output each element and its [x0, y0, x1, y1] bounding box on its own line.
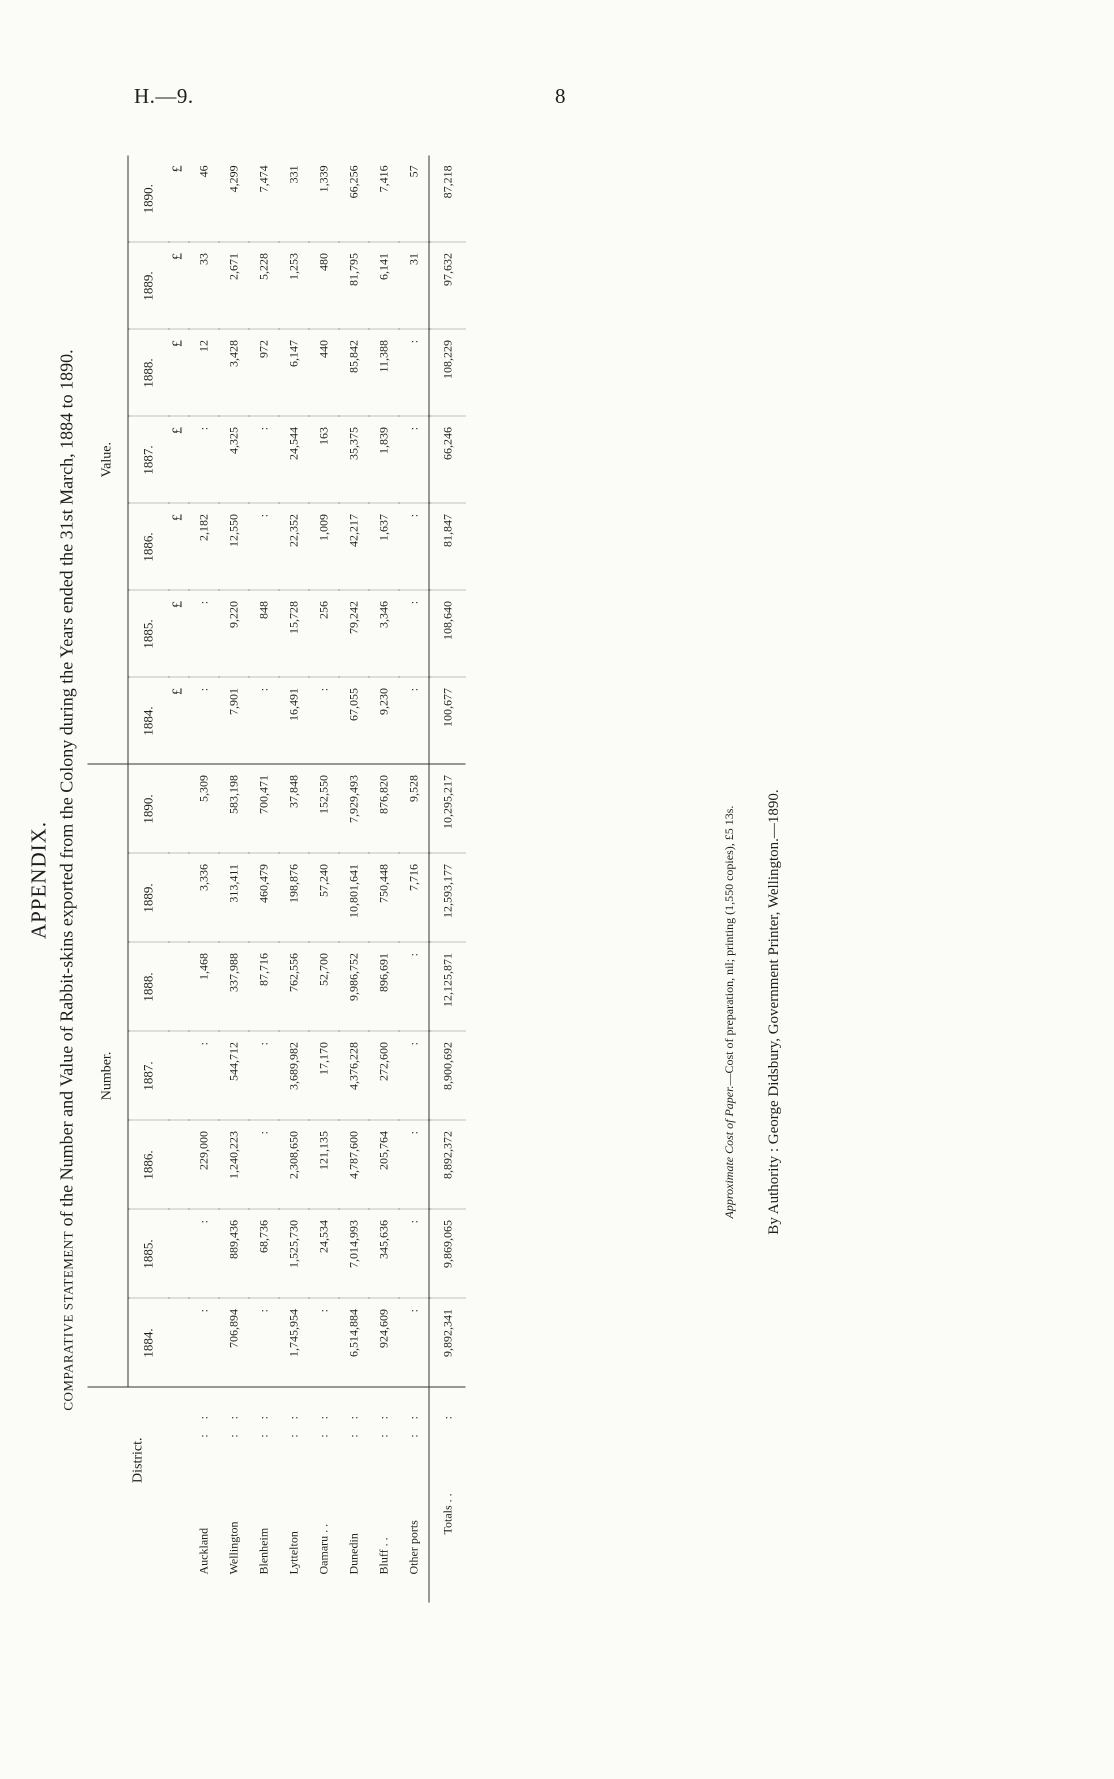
- table-row: [278, 155, 308, 1602]
- totals-label: Totals . .: [439, 1493, 454, 1535]
- number-cell: 313,411: [218, 854, 248, 943]
- value-cell: :: [188, 416, 218, 503]
- district-cell: [278, 1388, 308, 1603]
- dot-leader: : :: [285, 1410, 300, 1438]
- value-cell: 15,728: [278, 590, 308, 677]
- value-cell: 85,842: [338, 329, 368, 416]
- total-number-cell: 10,295,217: [429, 764, 466, 853]
- number-header: Number.: [87, 764, 128, 1387]
- dot-leader: : :: [315, 1410, 330, 1438]
- year-header: 1886.: [128, 503, 169, 590]
- year-header: 1885.: [128, 1210, 169, 1299]
- value-cell: 1,637: [368, 503, 398, 590]
- year-header: 1890.: [128, 155, 169, 242]
- year-header: 1889.: [128, 854, 169, 943]
- value-cell: 12: [188, 329, 218, 416]
- value-cell: 66,256: [338, 155, 368, 242]
- table-row: [338, 155, 368, 1602]
- value-cell: 4,299: [218, 155, 248, 242]
- value-cell: 2,671: [218, 242, 248, 329]
- year-header: 1887.: [128, 1032, 169, 1121]
- caption-text: of the Number and Value of Rabbit-skins exported from the Colony during the Years ended the 31st March, 1884 to 1890.: [56, 349, 76, 1231]
- dot-leader: : :: [345, 1410, 360, 1438]
- number-cell: 544,712: [218, 1032, 248, 1121]
- number-cell: :: [248, 1299, 278, 1388]
- number-cell: 24,534: [308, 1210, 338, 1299]
- table-row: [188, 155, 218, 1602]
- currency-mark: £: [168, 155, 188, 242]
- printer-authority: By Authority : George Didsbury, Government Printer, Wellington.—1890.: [766, 789, 782, 1235]
- district-header: District.: [129, 1437, 145, 1483]
- district-name: Lyttelton: [285, 1531, 300, 1575]
- number-cell: :: [308, 1299, 338, 1388]
- value-cell: 7,901: [218, 677, 248, 764]
- value-cell: 163: [308, 416, 338, 503]
- district-name: Auckland: [195, 1527, 210, 1575]
- value-cell: 2,182: [188, 503, 218, 590]
- number-cell: 750,448: [368, 854, 398, 943]
- value-cell: :: [248, 677, 278, 764]
- number-cell: 1,240,223: [218, 1121, 248, 1210]
- number-cell: 17,170: [308, 1032, 338, 1121]
- value-cell: 35,375: [338, 416, 368, 503]
- number-cell: 4,787,600: [338, 1121, 368, 1210]
- number-cell: :: [248, 1032, 278, 1121]
- value-cell: 480: [308, 242, 338, 329]
- year-header: 1885.: [128, 590, 169, 677]
- value-cell: 67,055: [338, 677, 368, 764]
- number-cell: 152,550: [308, 764, 338, 853]
- cost-note: [714, 512, 744, 1512]
- number-cell: 198,876: [278, 854, 308, 943]
- table-row: [218, 155, 248, 1602]
- table-row: [308, 155, 338, 1602]
- number-cell: 9,986,752: [338, 943, 368, 1032]
- year-header: 1889.: [128, 242, 169, 329]
- number-cell: :: [188, 1210, 218, 1299]
- value-cell: 12,550: [218, 503, 248, 590]
- currency-mark: £: [168, 329, 188, 416]
- dot-leader: : :: [195, 1410, 210, 1438]
- district-name: Bluff . .: [375, 1537, 390, 1575]
- value-cell: 4,325: [218, 416, 248, 503]
- district-cell: [188, 1388, 218, 1603]
- number-cell: 1,745,954: [278, 1299, 308, 1388]
- number-cell: 706,894: [218, 1299, 248, 1388]
- currency-mark: £: [168, 503, 188, 590]
- year-header: 1884.: [128, 677, 169, 764]
- currency-mark: £: [168, 590, 188, 677]
- value-cell: 16,491: [278, 677, 308, 764]
- number-cell: 3,689,982: [278, 1032, 308, 1121]
- value-cell: :: [398, 677, 429, 764]
- number-cell: 9,528: [398, 764, 429, 853]
- value-cell: 42,217: [338, 503, 368, 590]
- footer-notes: [714, 512, 794, 1512]
- number-cell: 7,014,993: [338, 1210, 368, 1299]
- table-row: [248, 155, 278, 1602]
- total-value-cell: 81,847: [429, 503, 466, 590]
- number-cell: 762,556: [278, 943, 308, 1032]
- value-cell: 6,147: [278, 329, 308, 416]
- value-cell: :: [398, 416, 429, 503]
- total-number-cell: 8,892,372: [429, 1121, 466, 1210]
- value-cell: 24,544: [278, 416, 308, 503]
- total-value-cell: 66,246: [429, 416, 466, 503]
- number-cell: 3,336: [188, 854, 218, 943]
- table-row: [398, 155, 429, 1602]
- number-cell: 7,929,493: [338, 764, 368, 853]
- value-cell: 331: [278, 155, 308, 242]
- number-cell: 2,308,650: [278, 1121, 308, 1210]
- dot-leader: : :: [255, 1410, 270, 1438]
- number-cell: 52,700: [308, 943, 338, 1032]
- number-cell: 876,820: [368, 764, 398, 853]
- year-header: 1890.: [128, 764, 169, 853]
- district-name: Wellington: [225, 1521, 240, 1575]
- value-cell: :: [248, 503, 278, 590]
- value-cell: :: [308, 677, 338, 764]
- rabbit-skins-table: [87, 155, 465, 1602]
- number-cell: 1,525,730: [278, 1210, 308, 1299]
- value-cell: :: [188, 677, 218, 764]
- value-cell: 440: [308, 329, 338, 416]
- value-cell: :: [398, 503, 429, 590]
- caption-prefix: COMPARATIVE STATEMENT: [60, 1230, 75, 1411]
- value-cell: 7,474: [248, 155, 278, 242]
- value-cell: 1,839: [368, 416, 398, 503]
- total-number-cell: 8,900,692: [429, 1032, 466, 1121]
- district-name: Other ports: [405, 1520, 420, 1575]
- value-cell: 9,230: [368, 677, 398, 764]
- totals-row: [429, 155, 466, 1602]
- value-cell: 972: [248, 329, 278, 416]
- page-number: 8: [555, 84, 566, 108]
- district-cell: [398, 1388, 429, 1603]
- number-cell: 68,736: [248, 1210, 278, 1299]
- total-value-cell: 108,229: [429, 329, 466, 416]
- number-cell: :: [188, 1032, 218, 1121]
- district-name: Dunedin: [345, 1533, 360, 1575]
- value-cell: 3,346: [368, 590, 398, 677]
- rotated-table-block: [25, 158, 549, 1603]
- district-cell: [338, 1388, 368, 1603]
- number-cell: 7,716: [398, 854, 429, 943]
- value-cell: 22,352: [278, 503, 308, 590]
- year-header: 1888.: [128, 329, 169, 416]
- value-cell: :: [248, 416, 278, 503]
- district-name: Oamaru . .: [315, 1523, 330, 1575]
- value-cell: 256: [308, 590, 338, 677]
- number-cell: 272,600: [368, 1032, 398, 1121]
- district-cell: [218, 1388, 248, 1603]
- value-cell: :: [398, 329, 429, 416]
- number-cell: :: [398, 1299, 429, 1388]
- number-cell: 5,309: [188, 764, 218, 853]
- year-header: 1887.: [128, 416, 169, 503]
- table-row: [368, 155, 398, 1602]
- value-cell: 5,228: [248, 242, 278, 329]
- number-cell: 57,240: [308, 854, 338, 943]
- number-cell: :: [248, 1121, 278, 1210]
- value-cell: 7,416: [368, 155, 398, 242]
- number-cell: :: [398, 943, 429, 1032]
- table-caption: [51, 158, 87, 1603]
- year-header: 1886.: [128, 1121, 169, 1210]
- value-cell: 9,220: [218, 590, 248, 677]
- district-name: Blenheim: [255, 1527, 270, 1575]
- number-cell: 4,376,228: [338, 1032, 368, 1121]
- value-cell: 848: [248, 590, 278, 677]
- total-value-cell: 87,218: [429, 155, 466, 242]
- year-header: 1884.: [128, 1299, 169, 1388]
- dot-leader: :: [439, 1410, 454, 1420]
- dot-leader: : :: [225, 1410, 240, 1438]
- number-cell: 10,801,641: [338, 854, 368, 943]
- number-cell: 583,198: [218, 764, 248, 853]
- page-reference: H.—9.: [134, 84, 194, 108]
- district-cell: [368, 1388, 398, 1603]
- number-cell: 345,636: [368, 1210, 398, 1299]
- total-value-cell: 108,640: [429, 590, 466, 677]
- value-cell: 31: [398, 242, 429, 329]
- value-cell: 46: [188, 155, 218, 242]
- number-cell: 460,479: [248, 854, 278, 943]
- number-cell: :: [398, 1032, 429, 1121]
- number-cell: 1,468: [188, 943, 218, 1032]
- cost-note-label: Approximate Cost of Paper.: [722, 1085, 736, 1219]
- number-cell: 700,471: [248, 764, 278, 853]
- dot-leader: : :: [375, 1410, 390, 1438]
- value-cell: 6,141: [368, 242, 398, 329]
- value-cell: 11,388: [368, 329, 398, 416]
- total-value-cell: 100,677: [429, 677, 466, 764]
- number-cell: 205,764: [368, 1121, 398, 1210]
- appendix-title: APPENDIX.: [26, 820, 50, 940]
- number-cell: :: [398, 1210, 429, 1299]
- year-header: 1888.: [128, 943, 169, 1032]
- value-cell: :: [188, 590, 218, 677]
- number-cell: 37,848: [278, 764, 308, 853]
- district-cell: [248, 1388, 278, 1603]
- total-number-cell: 9,869,065: [429, 1210, 466, 1299]
- district-cell: [308, 1388, 338, 1603]
- number-cell: 896,691: [368, 943, 398, 1032]
- number-cell: 229,000: [188, 1121, 218, 1210]
- dot-leader: : :: [405, 1410, 420, 1438]
- number-cell: 87,716: [248, 943, 278, 1032]
- number-cell: 924,609: [368, 1299, 398, 1388]
- value-header: Value.: [87, 155, 128, 764]
- number-cell: 889,436: [218, 1210, 248, 1299]
- cost-note-text: —Cost of preparation, nil; printing (1,550 copies), £5 13s.: [722, 805, 736, 1086]
- value-cell: :: [398, 590, 429, 677]
- number-cell: :: [188, 1299, 218, 1388]
- totals-label-cell: [429, 1388, 466, 1603]
- currency-mark: £: [168, 242, 188, 329]
- total-value-cell: 97,632: [429, 242, 466, 329]
- value-cell: 1,253: [278, 242, 308, 329]
- total-number-cell: 12,593,177: [429, 854, 466, 943]
- number-cell: 337,988: [218, 943, 248, 1032]
- value-cell: 81,795: [338, 242, 368, 329]
- number-cell: 6,514,884: [338, 1299, 368, 1388]
- value-cell: 57: [398, 155, 429, 242]
- total-number-cell: 9,892,341: [429, 1299, 466, 1388]
- number-cell: 121,135: [308, 1121, 338, 1210]
- value-cell: 3,428: [218, 329, 248, 416]
- value-cell: 33: [188, 242, 218, 329]
- value-cell: 1,009: [308, 503, 338, 590]
- total-number-cell: 12,125,871: [429, 943, 466, 1032]
- value-cell: 1,339: [308, 155, 338, 242]
- currency-mark: £: [168, 416, 188, 503]
- number-cell: :: [398, 1121, 429, 1210]
- currency-mark: £: [168, 677, 188, 764]
- value-cell: 79,242: [338, 590, 368, 677]
